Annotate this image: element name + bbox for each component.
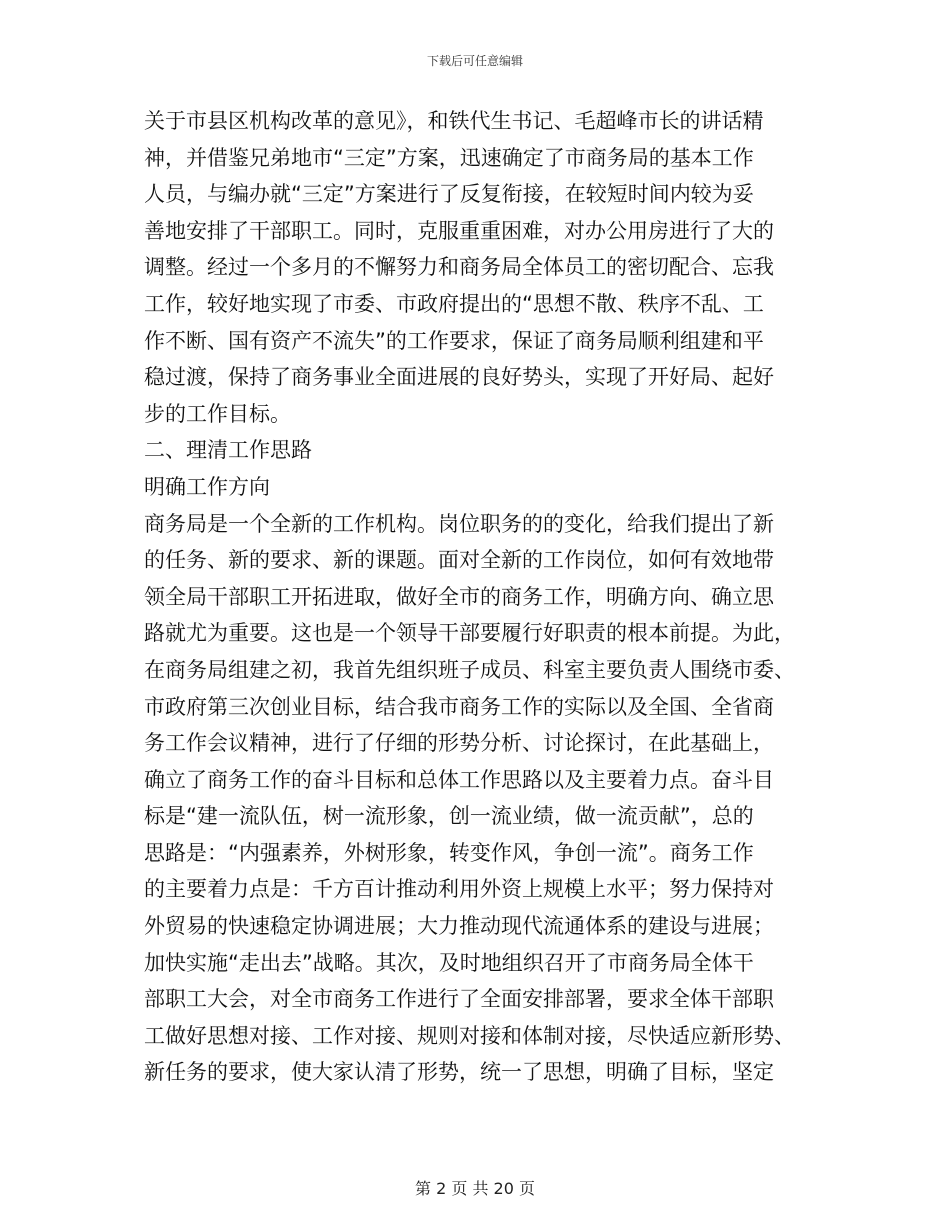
text-line: 人员，与编办就“三定”方案进行了反复衔接，在较短时间内较为妥 <box>144 182 754 207</box>
text-line: 工作，较好地实现了市委、市政府提出的“思想不散、秩序不乱、工 <box>144 291 764 316</box>
text-line: 的任务、新的要求、新的课题。面对全新的工作岗位，如何有效地带 <box>144 548 774 573</box>
text-line: 部职工大会，对全市商务工作进行了全面安排部署，要求全体干部职 <box>144 987 774 1012</box>
document-body <box>144 103 814 1091</box>
text-line: 外贸易的快速稳定协调进展；大力推动现代流通体系的建设与进展； <box>144 914 774 939</box>
text-line: 市政府第三次创业目标，结合我市商务工作的实际以及全国、全省商 <box>144 694 774 719</box>
section-heading: 二、理清工作思路 <box>144 438 312 463</box>
text-line: 工做好思想对接、工作对接、规则对接和体制对接，尽快适应新形势、 <box>144 1023 795 1048</box>
text-line: 关于市县区机构改革的意见》，和铁代生书记、毛超峰市长的讲话精 <box>144 109 764 133</box>
text-line: 作不断、国有资产不流失”的工作要求，保证了商务局顺利组建和平 <box>144 328 764 353</box>
text-line: 路就尤为重要。这也是一个领导干部要履行好职责的根本前提。为此， <box>144 621 795 646</box>
text-line: 领全局干部职工开拓进取，做好全市的商务工作，明确方向、确立思 <box>144 584 774 609</box>
text-line: 商务局是一个全新的工作机构。岗位职务的的变化，给我们提出了新 <box>144 511 774 536</box>
text-line: 加快实施“走出去”战略。其次，及时地组织召开了市商务局全体干 <box>144 950 754 975</box>
text-line: 确立了商务工作的奋斗目标和总体工作思路以及主要着力点。奋斗目 <box>144 767 774 792</box>
text-line: 思路是：“内强素养，外树形象，转变作风，争创一流”。商务工作 <box>144 840 754 865</box>
text-line: 在商务局组建之初，我首先组织班子成员、科室主要负责人围绕市委、 <box>144 657 795 682</box>
text-line: 的主要着力点是：千方百计推动利用外资上规模上水平；努力保持对 <box>144 877 774 902</box>
text-line: 善地安排了干部职工。同时，克服重重困难，对办公用房进行了大的 <box>144 218 774 243</box>
text-line: 务工作会议精神，进行了仔细的形势分析、讨论探讨，在此基础上， <box>144 731 774 756</box>
text-line: 标是“建一流队伍，树一流形象，创一流业绩，做一流贡献”，总的 <box>144 804 754 829</box>
text-line: 稳过渡，保持了商务事业全面进展的良好势头，实现了开好局、起好 <box>144 365 774 390</box>
page-footer: 第 2 页 共 20 页 <box>415 1179 535 1198</box>
text-line: 神，并借鉴兄弟地市“三定”方案，迅速确定了市商务局的基本工作 <box>144 145 754 170</box>
text-line: 步的工作目标。 <box>144 401 291 426</box>
page-header: 下载后可任意编辑 <box>426 54 523 68</box>
text-line: 新任务的要求，使大家认清了形势，统一了思想，明确了目标，坚定 <box>144 1060 774 1085</box>
text-line: 调整。经过一个多月的不懈努力和商务局全体员工的密切配合、忘我 <box>144 255 774 280</box>
section-subheading: 明确工作方向 <box>144 474 270 499</box>
